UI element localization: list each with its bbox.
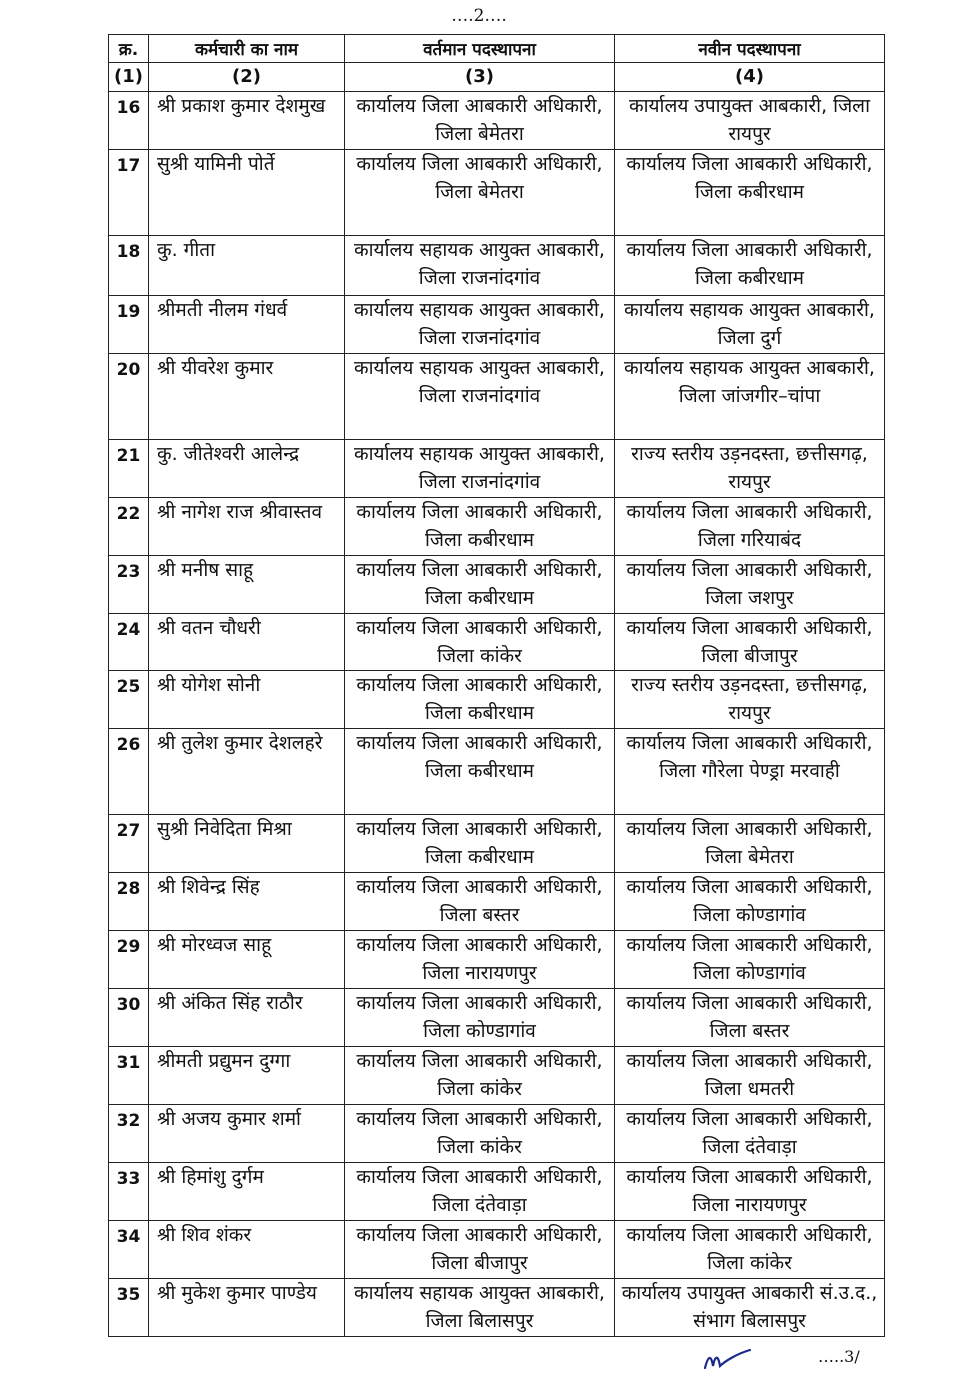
new-posting-cell: कार्यालय जिला आबकारी अधिकारी, जिला कांकेर (615, 1221, 885, 1279)
new-posting-cell: कार्यालय उपायुक्त आबकारी सं.उ.द., संभाग बिलासपुर (615, 1279, 885, 1337)
employee-name-cell: सुश्री यामिनी पोर्ते (149, 150, 345, 236)
column-number: (1) (109, 63, 149, 92)
serial-number-cell: 35 (109, 1279, 149, 1337)
table-row (109, 1221, 885, 1279)
serial-number-cell: 18 (109, 236, 149, 296)
employee-name-cell: श्री मोरध्वज साहू (149, 931, 345, 989)
table-row (109, 498, 885, 556)
column-number: (3) (345, 63, 615, 92)
current-posting-cell: कार्यालय जिला आबकारी अधिकारी, जिला कांकेर (345, 614, 615, 671)
column-number-row (109, 63, 885, 92)
new-posting-cell: कार्यालय जिला आबकारी अधिकारी, जिला कबीरधाम (615, 236, 885, 296)
serial-number-cell: 26 (109, 729, 149, 815)
serial-number-cell: 16 (109, 92, 149, 150)
employee-name-cell: श्री अजय कुमार शर्मा (149, 1105, 345, 1163)
current-posting-cell: कार्यालय सहायक आयुक्त आबकारी, जिला राजनांदगांव (345, 440, 615, 498)
current-posting-cell: कार्यालय जिला आबकारी अधिकारी, जिला बेमेतरा (345, 150, 615, 236)
header-new-posting: नवीन पदस्थापना (615, 35, 885, 63)
employee-name-cell: श्री नागेश राज श्रीवास्तव (149, 498, 345, 556)
employee-name-cell: श्री मुकेश कुमार पाण्डेय (149, 1279, 345, 1337)
serial-number-cell: 27 (109, 815, 149, 873)
current-posting-cell: कार्यालय सहायक आयुक्त आबकारी, जिला राजनांदगांव (345, 296, 615, 354)
current-posting-cell: कार्यालय जिला आबकारी अधिकारी, जिला कांकेर (345, 1105, 615, 1163)
employee-name-cell: श्री वतन चौधरी (149, 614, 345, 671)
serial-number-cell: 29 (109, 931, 149, 989)
new-posting-cell: कार्यालय जिला आबकारी अधिकारी, जिला दंतेवाड़ा (615, 1105, 885, 1163)
current-posting-cell: कार्यालय जिला आबकारी अधिकारी, जिला कबीरधाम (345, 556, 615, 614)
table-row (109, 1047, 885, 1105)
employee-name-cell: श्री यीवरेश कुमार (149, 354, 345, 440)
new-posting-cell: कार्यालय जिला आबकारी अधिकारी, जिला कोण्डागांव (615, 931, 885, 989)
new-posting-cell: कार्यालय जिला आबकारी अधिकारी, जिला बेमेतरा (615, 815, 885, 873)
page-number-top: ….2…. (451, 6, 507, 26)
employee-name-cell: श्री शिव शंकर (149, 1221, 345, 1279)
serial-number-cell: 34 (109, 1221, 149, 1279)
table-row (109, 989, 885, 1047)
current-posting-cell: कार्यालय जिला आबकारी अधिकारी, जिला कांकेर (345, 1047, 615, 1105)
employee-name-cell: श्री मनीष साहू (149, 556, 345, 614)
signature-mark (702, 1346, 754, 1374)
serial-number-cell: 25 (109, 671, 149, 729)
current-posting-cell: कार्यालय जिला आबकारी अधिकारी, जिला बस्तर (345, 873, 615, 931)
table-row (109, 296, 885, 354)
new-posting-cell: कार्यालय जिला आबकारी अधिकारी, जिला जशपुर (615, 556, 885, 614)
new-posting-cell: राज्य स्तरीय उड़नदस्ता, छत्तीसगढ़, रायपुर (615, 440, 885, 498)
current-posting-cell: कार्यालय जिला आबकारी अधिकारी, जिला बीजापुर (345, 1221, 615, 1279)
new-posting-cell: कार्यालय जिला आबकारी अधिकारी, जिला धमतरी (615, 1047, 885, 1105)
table-row (109, 236, 885, 296)
serial-number-cell: 19 (109, 296, 149, 354)
employee-name-cell: श्री अंकित सिंह राठौर (149, 989, 345, 1047)
current-posting-cell: कार्यालय जिला आबकारी अधिकारी, जिला कोण्डागांव (345, 989, 615, 1047)
current-posting-cell: कार्यालय जिला आबकारी अधिकारी, जिला कबीरधाम (345, 815, 615, 873)
column-number: (4) (615, 63, 885, 92)
employee-name-cell: श्री तुलेश कुमार देशलहरे (149, 729, 345, 815)
table-row (109, 150, 885, 236)
header-name: कर्मचारी का नाम (149, 35, 345, 63)
table-row (109, 671, 885, 729)
employee-name-cell: कु. जीतेश्वरी आलेन्द्र (149, 440, 345, 498)
column-number: (2) (149, 63, 345, 92)
table-row (109, 1279, 885, 1337)
employee-name-cell: श्री हिमांशु दुर्गम (149, 1163, 345, 1221)
current-posting-cell: कार्यालय सहायक आयुक्त आबकारी, जिला राजनांदगांव (345, 236, 615, 296)
employee-name-cell: कु. गीता (149, 236, 345, 296)
serial-number-cell: 32 (109, 1105, 149, 1163)
table-row (109, 614, 885, 671)
current-posting-cell: कार्यालय जिला आबकारी अधिकारी, जिला दंतेवाड़ा (345, 1163, 615, 1221)
current-posting-cell: कार्यालय जिला आबकारी अधिकारी, जिला कबीरधाम (345, 671, 615, 729)
new-posting-cell: कार्यालय जिला आबकारी अधिकारी, जिला गौरेला पेण्ड्रा मरवाही (615, 729, 885, 815)
new-posting-cell: कार्यालय जिला आबकारी अधिकारी, जिला बीजापुर (615, 614, 885, 671)
table-row (109, 440, 885, 498)
current-posting-cell: कार्यालय जिला आबकारी अधिकारी, जिला नारायणपुर (345, 931, 615, 989)
table-row (109, 556, 885, 614)
header-row (109, 35, 885, 63)
table-row (109, 729, 885, 815)
table-row (109, 354, 885, 440)
table-row (109, 931, 885, 989)
new-posting-cell: कार्यालय सहायक आयुक्त आबकारी, जिला जांजगीर–चांपा (615, 354, 885, 440)
current-posting-cell: कार्यालय जिला आबकारी अधिकारी, जिला कबीरधाम (345, 498, 615, 556)
header-sn: क्र. (109, 35, 149, 63)
transfer-table (108, 34, 885, 1337)
new-posting-cell: कार्यालय सहायक आयुक्त आबकारी, जिला दुर्ग (615, 296, 885, 354)
current-posting-cell: कार्यालय सहायक आयुक्त आबकारी, जिला बिलासपुर (345, 1279, 615, 1337)
page-number-bottom: …..3/ (818, 1347, 860, 1366)
serial-number-cell: 28 (109, 873, 149, 931)
serial-number-cell: 17 (109, 150, 149, 236)
serial-number-cell: 30 (109, 989, 149, 1047)
new-posting-cell: कार्यालय जिला आबकारी अधिकारी, जिला कोण्डागांव (615, 873, 885, 931)
header-current-posting: वर्तमान पदस्थापना (345, 35, 615, 63)
new-posting-cell: कार्यालय उपायुक्त आबकारी, जिला रायपुर (615, 92, 885, 150)
new-posting-cell: कार्यालय जिला आबकारी अधिकारी, जिला गरियाबंद (615, 498, 885, 556)
table-row (109, 1105, 885, 1163)
serial-number-cell: 21 (109, 440, 149, 498)
employee-name-cell: श्रीमती नीलम गंधर्व (149, 296, 345, 354)
current-posting-cell: कार्यालय सहायक आयुक्त आबकारी, जिला राजनांदगांव (345, 354, 615, 440)
employee-name-cell: श्री प्रकाश कुमार देशमुख (149, 92, 345, 150)
table-row (109, 815, 885, 873)
employee-name-cell: सुश्री निवेदिता मिश्रा (149, 815, 345, 873)
new-posting-cell: कार्यालय जिला आबकारी अधिकारी, जिला बस्तर (615, 989, 885, 1047)
employee-name-cell: श्रीमती प्रद्युमन दुग्गा (149, 1047, 345, 1105)
serial-number-cell: 22 (109, 498, 149, 556)
employee-name-cell: श्री योगेश सोनी (149, 671, 345, 729)
serial-number-cell: 31 (109, 1047, 149, 1105)
new-posting-cell: कार्यालय जिला आबकारी अधिकारी, जिला कबीरधाम (615, 150, 885, 236)
serial-number-cell: 33 (109, 1163, 149, 1221)
current-posting-cell: कार्यालय जिला आबकारी अधिकारी, जिला बेमेतरा (345, 92, 615, 150)
serial-number-cell: 24 (109, 614, 149, 671)
table-row (109, 1163, 885, 1221)
table-row (109, 873, 885, 931)
table-row (109, 92, 885, 150)
current-posting-cell: कार्यालय जिला आबकारी अधिकारी, जिला कबीरधाम (345, 729, 615, 815)
serial-number-cell: 20 (109, 354, 149, 440)
new-posting-cell: राज्य स्तरीय उड़नदस्ता, छत्तीसगढ़, रायपुर (615, 671, 885, 729)
employee-name-cell: श्री शिवेन्द्र सिंह (149, 873, 345, 931)
serial-number-cell: 23 (109, 556, 149, 614)
new-posting-cell: कार्यालय जिला आबकारी अधिकारी, जिला नारायणपुर (615, 1163, 885, 1221)
